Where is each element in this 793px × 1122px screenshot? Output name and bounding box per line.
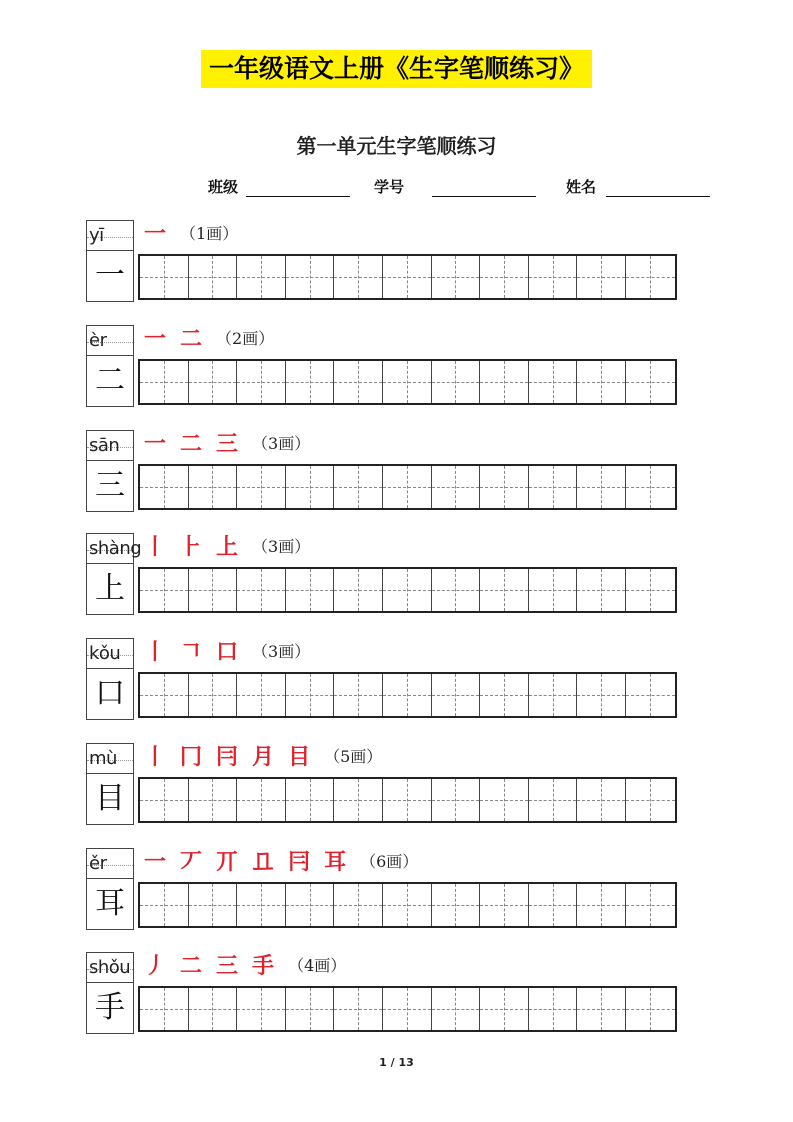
practice-grid	[138, 359, 677, 405]
stroke-count: （3画）	[252, 434, 311, 453]
practice-cell[interactable]	[334, 361, 383, 403]
character: 一	[95, 258, 125, 293]
practice-cell[interactable]	[577, 361, 626, 403]
practice-cell[interactable]	[480, 884, 529, 926]
stroke-step: 丿	[144, 954, 167, 979]
pinyin: yī	[89, 225, 104, 246]
practice-cell[interactable]	[286, 884, 335, 926]
class-label: 班级	[208, 178, 239, 196]
character-box	[86, 982, 134, 1034]
practice-cell[interactable]	[626, 256, 675, 298]
practice-cell[interactable]	[577, 569, 626, 611]
character: 手	[95, 990, 125, 1025]
stroke-step: 口	[216, 640, 239, 665]
practice-cell[interactable]	[383, 256, 432, 298]
practice-cell[interactable]	[577, 256, 626, 298]
practice-cell[interactable]	[140, 779, 189, 821]
practice-cell[interactable]	[383, 361, 432, 403]
stroke-count: （6画）	[360, 852, 419, 871]
practice-cell[interactable]	[189, 779, 238, 821]
character-box	[86, 355, 134, 407]
practice-cell[interactable]	[529, 988, 578, 1030]
practice-cell[interactable]	[432, 779, 481, 821]
practice-cell[interactable]	[626, 884, 675, 926]
practice-cell[interactable]	[334, 779, 383, 821]
banner-wrap	[0, 50, 793, 88]
stroke-count: （4画）	[288, 956, 347, 975]
practice-cell[interactable]	[189, 466, 238, 508]
pinyin: shǒu	[89, 957, 131, 978]
practice-cell[interactable]	[189, 361, 238, 403]
practice-grid	[138, 464, 677, 510]
char-row	[86, 325, 686, 411]
character: 三	[95, 468, 125, 503]
practice-cell[interactable]	[286, 361, 335, 403]
practice-cell[interactable]	[237, 779, 286, 821]
character: 上	[95, 571, 125, 606]
stroke-step: 一	[144, 432, 167, 457]
practice-cell[interactable]	[334, 466, 383, 508]
pinyin: mù	[89, 748, 117, 769]
character: 口	[95, 676, 125, 711]
practice-cell[interactable]	[189, 256, 238, 298]
character: 耳	[95, 886, 125, 921]
practice-cell[interactable]	[529, 569, 578, 611]
char-row	[86, 220, 686, 306]
practice-cell[interactable]	[286, 988, 335, 1030]
stroke-order	[144, 743, 382, 771]
stroke-step: ⺊	[180, 535, 203, 560]
practice-cell[interactable]	[334, 569, 383, 611]
char-row	[86, 638, 686, 724]
pinyin-box	[86, 533, 142, 563]
char-row	[86, 430, 686, 516]
practice-cell[interactable]	[286, 674, 335, 716]
practice-cell[interactable]	[237, 569, 286, 611]
pinyin-box	[86, 743, 134, 773]
practice-cell[interactable]	[432, 988, 481, 1030]
stroke-step: 二	[180, 954, 203, 979]
practice-cell[interactable]	[286, 256, 335, 298]
stroke-count: （3画）	[252, 537, 311, 556]
practice-cell[interactable]	[626, 779, 675, 821]
pinyin: sān	[89, 435, 120, 456]
stroke-step: 一	[144, 850, 167, 875]
pinyin: kǒu	[89, 643, 121, 664]
practice-cell[interactable]	[480, 361, 529, 403]
practice-cell[interactable]	[577, 988, 626, 1030]
char-row	[86, 848, 686, 934]
character-box	[86, 668, 134, 720]
page-number: 1 / 13	[379, 1056, 414, 1069]
practice-cell[interactable]	[237, 674, 286, 716]
practice-cell[interactable]	[432, 569, 481, 611]
practice-cell[interactable]	[189, 988, 238, 1030]
practice-cell[interactable]	[237, 466, 286, 508]
practice-grid	[138, 777, 677, 823]
character-box	[86, 773, 134, 825]
pinyin-box	[86, 848, 134, 878]
practice-cell[interactable]	[334, 256, 383, 298]
practice-grid	[138, 567, 677, 613]
practice-cell[interactable]	[529, 361, 578, 403]
character-box	[86, 563, 134, 615]
practice-cell[interactable]	[383, 884, 432, 926]
stroke-step: 上	[216, 535, 239, 560]
pinyin: shàng	[89, 538, 142, 559]
practice-cell[interactable]	[529, 256, 578, 298]
name-field[interactable]	[606, 196, 710, 197]
stroke-step: 一	[144, 327, 167, 352]
stroke-step: 三	[216, 954, 239, 979]
pinyin-box	[86, 638, 134, 668]
practice-cell[interactable]	[140, 466, 189, 508]
practice-cell[interactable]	[529, 466, 578, 508]
practice-cell[interactable]	[140, 569, 189, 611]
practice-cell[interactable]	[286, 779, 335, 821]
practice-cell[interactable]	[383, 988, 432, 1030]
pinyin: èr	[89, 330, 107, 351]
stroke-order	[144, 638, 310, 666]
stroke-step: 丨	[144, 640, 167, 665]
practice-grid	[138, 254, 677, 300]
number-label: 学号	[374, 178, 405, 196]
practice-cell[interactable]	[334, 884, 383, 926]
practice-cell[interactable]	[577, 779, 626, 821]
stroke-step: 一	[144, 222, 167, 247]
practice-cell[interactable]	[480, 779, 529, 821]
page-title: 第一单元生字笔顺练习	[296, 134, 497, 158]
stroke-order	[144, 325, 274, 353]
number-field[interactable]	[432, 196, 536, 197]
stroke-order	[144, 220, 238, 248]
practice-cell[interactable]	[140, 674, 189, 716]
stroke-count: （3画）	[252, 642, 311, 661]
stroke-step: 目	[288, 745, 311, 770]
practice-cell[interactable]	[140, 988, 189, 1030]
stroke-order	[144, 533, 310, 561]
practice-cell[interactable]	[626, 674, 675, 716]
char-row	[86, 533, 686, 619]
stroke-step: 冂	[180, 745, 203, 770]
stroke-count: （5画）	[324, 747, 383, 766]
practice-cell[interactable]	[189, 884, 238, 926]
stroke-order	[144, 848, 418, 876]
practice-cell[interactable]	[189, 569, 238, 611]
practice-cell[interactable]	[383, 466, 432, 508]
practice-cell[interactable]	[432, 466, 481, 508]
class-field[interactable]	[246, 196, 350, 197]
practice-cell[interactable]	[237, 884, 286, 926]
practice-cell[interactable]	[529, 884, 578, 926]
practice-cell[interactable]	[286, 466, 335, 508]
char-row	[86, 743, 686, 829]
practice-cell[interactable]	[577, 884, 626, 926]
practice-cell[interactable]	[626, 361, 675, 403]
practice-cell[interactable]	[626, 988, 675, 1030]
practice-cell[interactable]	[334, 988, 383, 1030]
stroke-step: 丌	[216, 850, 239, 875]
char-row	[86, 952, 686, 1038]
character-box	[86, 460, 134, 512]
practice-cell[interactable]	[140, 361, 189, 403]
practice-cell[interactable]	[432, 361, 481, 403]
stroke-step: 二	[180, 327, 203, 352]
stroke-step: 丆	[180, 850, 203, 875]
character-box	[86, 250, 134, 302]
practice-cell[interactable]	[334, 674, 383, 716]
practice-cell[interactable]	[480, 466, 529, 508]
stroke-step: 月	[252, 745, 275, 770]
stroke-step: 冃	[216, 745, 239, 770]
practice-cell[interactable]	[529, 779, 578, 821]
name-label: 姓名	[566, 178, 597, 196]
stroke-step: 𠀃	[252, 850, 275, 875]
practice-cell[interactable]	[626, 569, 675, 611]
pinyin-box	[86, 430, 134, 460]
practice-grid	[138, 986, 677, 1032]
stroke-count: （1画）	[180, 224, 239, 243]
character-box	[86, 878, 134, 930]
pinyin-box	[86, 325, 134, 355]
page-banner: 一年级语文上册《生字笔顺练习》	[201, 50, 592, 88]
character: 二	[95, 363, 125, 398]
practice-cell[interactable]	[626, 466, 675, 508]
practice-cell[interactable]	[383, 674, 432, 716]
practice-grid	[138, 672, 677, 718]
practice-cell[interactable]	[383, 569, 432, 611]
stroke-step: 耳	[324, 850, 347, 875]
practice-cell[interactable]	[237, 361, 286, 403]
stroke-step: 冃	[288, 850, 311, 875]
stroke-step: 丨	[144, 535, 167, 560]
stroke-step: 丨	[144, 745, 167, 770]
character: 目	[95, 781, 125, 816]
practice-cell[interactable]	[577, 674, 626, 716]
stroke-step: 三	[216, 432, 239, 457]
stroke-step: 二	[180, 432, 203, 457]
pinyin-box	[86, 952, 134, 982]
practice-cell[interactable]	[286, 569, 335, 611]
practice-cell[interactable]	[432, 884, 481, 926]
practice-cell[interactable]	[480, 674, 529, 716]
practice-cell[interactable]	[480, 988, 529, 1030]
practice-grid	[138, 882, 677, 928]
practice-cell[interactable]	[140, 256, 189, 298]
practice-cell[interactable]	[237, 988, 286, 1030]
practice-cell[interactable]	[237, 256, 286, 298]
practice-cell[interactable]	[480, 256, 529, 298]
pinyin: ěr	[89, 853, 107, 874]
stroke-step: 𠃍	[180, 640, 203, 665]
stroke-order	[144, 430, 310, 458]
practice-cell[interactable]	[383, 779, 432, 821]
practice-cell[interactable]	[189, 674, 238, 716]
practice-cell[interactable]	[140, 884, 189, 926]
practice-cell[interactable]	[432, 256, 481, 298]
stroke-step: 手	[252, 954, 275, 979]
stroke-order	[144, 952, 346, 980]
stroke-count: （2画）	[216, 329, 275, 348]
pinyin-box	[86, 220, 134, 250]
practice-cell[interactable]	[577, 466, 626, 508]
practice-cell[interactable]	[480, 569, 529, 611]
practice-cell[interactable]	[529, 674, 578, 716]
practice-cell[interactable]	[432, 674, 481, 716]
